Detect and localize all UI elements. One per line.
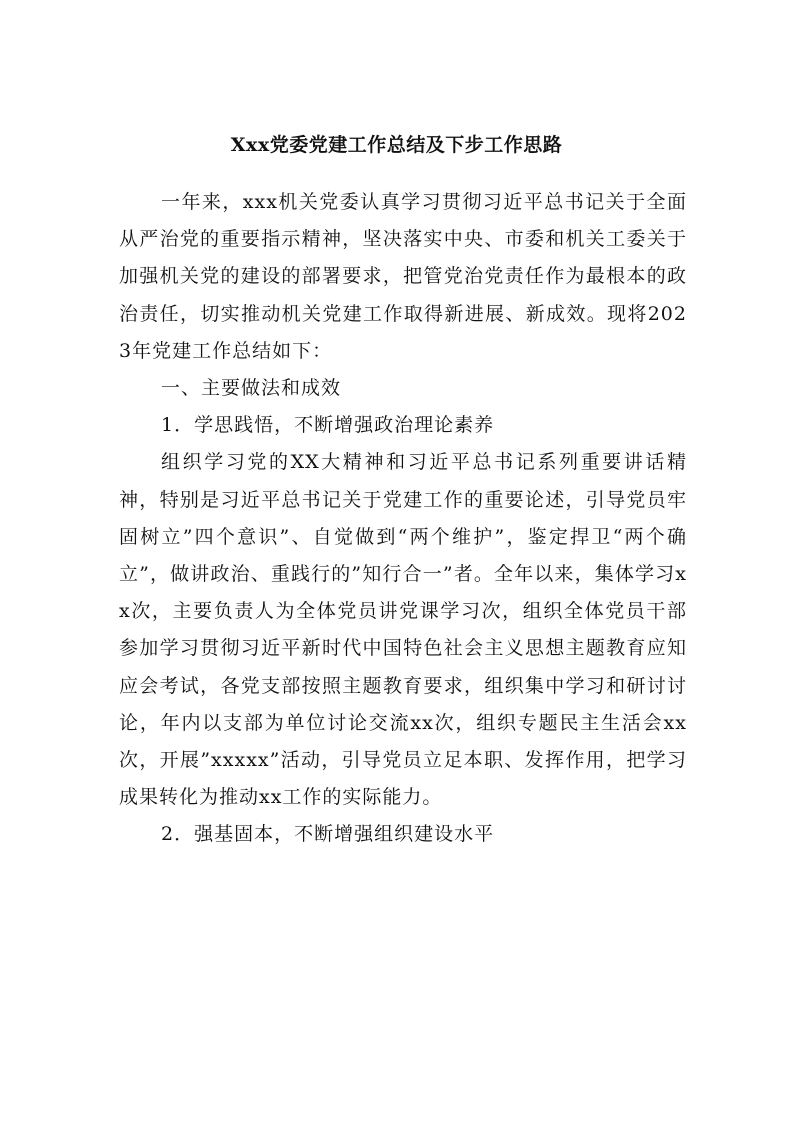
subsection-heading-2: 2．强基固本，不断增强组织建设水平: [161, 823, 495, 846]
document-title: Xxx党委党建工作总结及下步工作思路: [230, 134, 563, 156]
study-paragraph: 组织学习党的XX大精神和习近平总书记系列重要讲话精神，特别是习近平总书记关于党建工作的重要论述，引导党员牢固树立”四个意识”、自觉做到“两个维护”，鉴定捍卫“两个确立”，做讲政治、重践行的”知行合一”者。全年以来，集体学习xx次，主要负责人为全体党员讲党课学习次，组织全体党员干部参加学习贯彻习近平新时代中国特色社会主义思想主题教育应知应会考试，各党支部按照主题教育要求，组织集中学习和研讨讨论，年内以支部为单位讨论交流xx次，组织专题民主生活会xx次，开展”xxxxx”活动，引导党员立足本职、发挥作用，把学习成果转化为推动xx工作的实际能力。: [119, 451, 687, 809]
subsection-heading-1: 1．学思践悟，不断增强政治理论素养: [161, 414, 495, 437]
document-body: [119, 184, 687, 854]
intro-paragraph: 一年来，xxx机关党委认真学习贯彻习近平总书记关于全面从严治党的重要指示精神，坚决落实中央、市委和机关工委关于加强机关党的建设的部署要求，把管党治党责任作为最根本的政治责任，切实推动机关党建工作取得新进展、新成效。现将2023年党建工作总结如下：: [119, 191, 687, 362]
section-heading-main-practices: 一、主要做法和成效: [161, 377, 342, 400]
